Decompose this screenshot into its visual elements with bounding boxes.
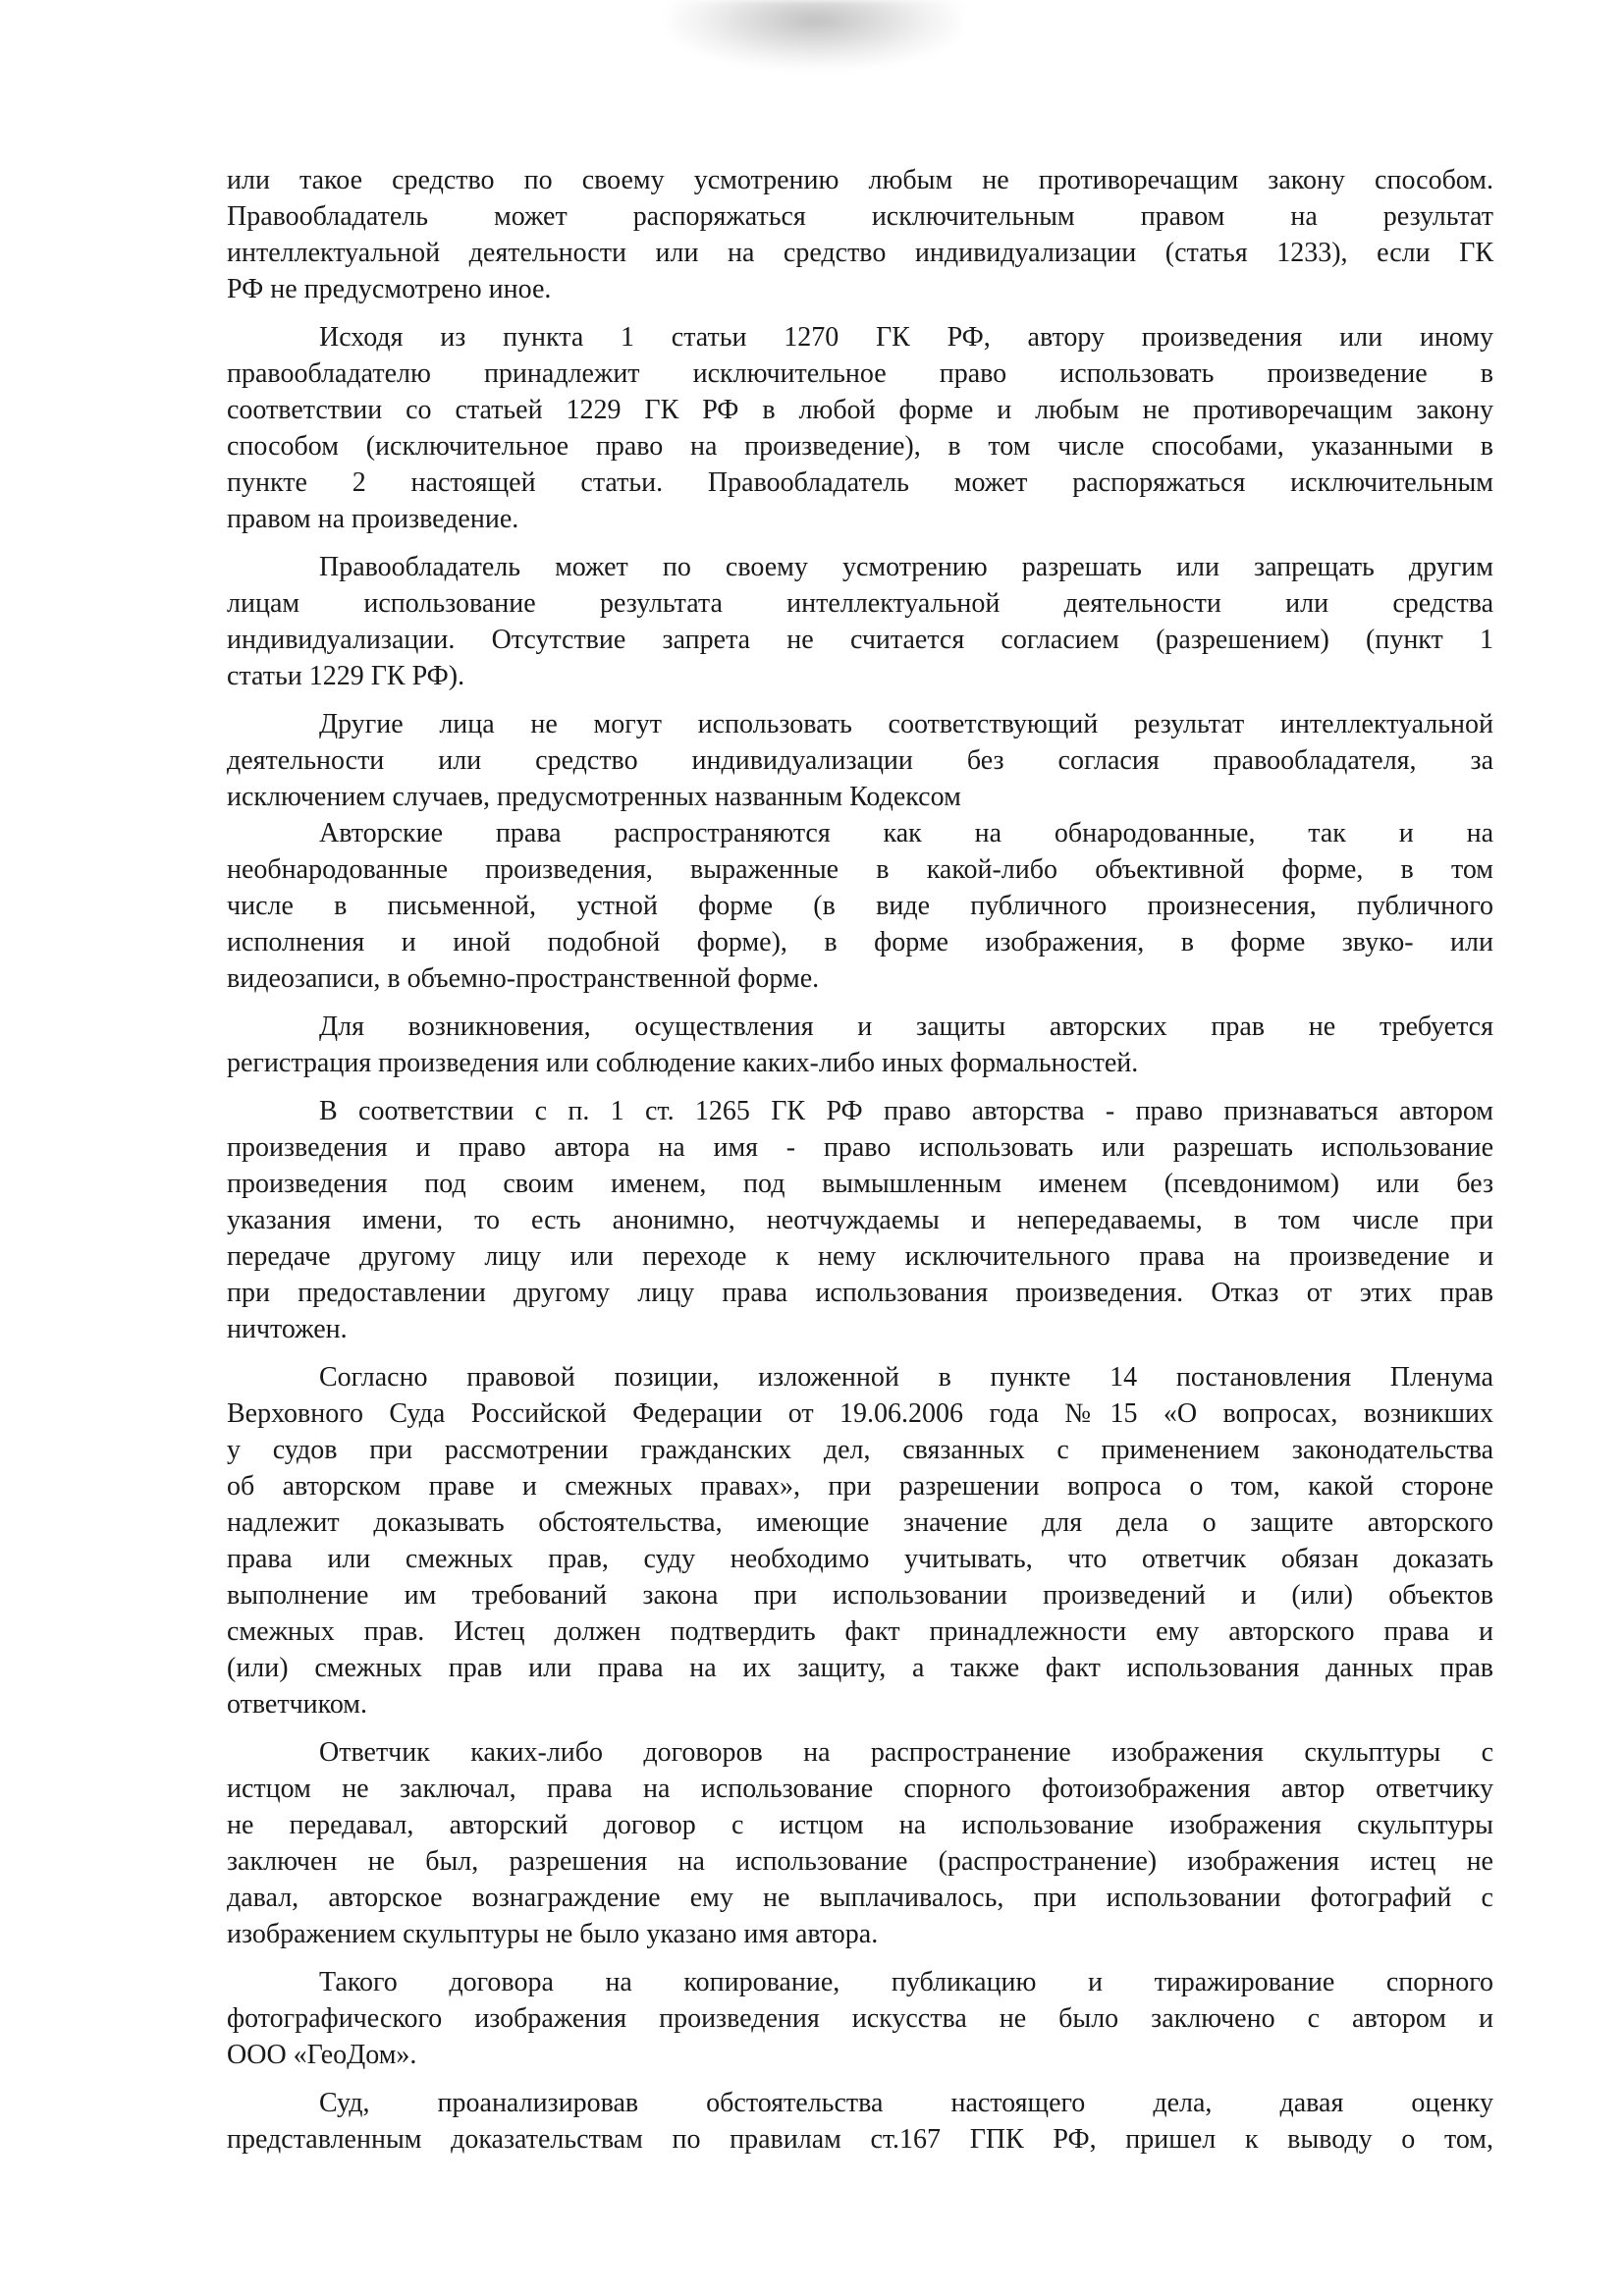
text-line: лицам использование результата интеллектуальной деятельности или средства — [227, 588, 1493, 619]
text-line: при предоставлении другому лицу права использования произведения. Отказ от этих прав — [227, 1278, 1493, 1308]
paragraph — [227, 706, 1493, 815]
text-line: Суд, проанализировав обстоятельства настоящего дела, давая оценку — [319, 2088, 1493, 2118]
text-line: выполнение им требований закона при использовании произведений и (или) объектов — [227, 1580, 1493, 1611]
text-line: передаче другому лицу или переходе к нему исключительного права на произведение и — [227, 1241, 1493, 1272]
text-line: произведения под своим именем, под вымышленным именем (псевдонимом) или без — [227, 1169, 1493, 1199]
text-line: произведения и право автора на имя - право использовать или разрешать использование — [227, 1132, 1493, 1163]
text-line: смежных прав. Истец должен подтвердить факт принадлежности ему авторского права и — [227, 1616, 1493, 1647]
text-line: интеллектуальной деятельности или на средство индивидуализации (статья 1233), если ГК — [227, 238, 1493, 268]
text-line: истцом не заключал, права на использование спорного фотоизображения автор ответчику — [227, 1774, 1493, 1804]
text-line: видеозаписи, в объемно-пространственной форме. — [227, 963, 820, 994]
text-line: Другие лица не могут использовать соответствующий результат интеллектуальной — [319, 709, 1493, 739]
text-line: (или) смежных прав или права на их защиту, а также факт использования данных прав — [227, 1653, 1493, 1683]
text-line: Правообладатель может по своему усмотрению разрешать или запрещать другим — [319, 552, 1493, 582]
text-line: Для возникновения, осуществления и защиты авторских прав не требуется — [319, 1011, 1493, 1042]
text-line: индивидуализации. Отсутствие запрета не считается согласием (разрешением) (пункт 1 — [227, 625, 1493, 655]
paragraph — [227, 815, 1493, 997]
text-line: у судов при рассмотрении гражданских дел, связанных с применением законодательства — [227, 1435, 1493, 1465]
text-line: ответчиком. — [227, 1689, 368, 1720]
text-line: не передавал, авторский договор с истцом на использование изображения скульптуры — [227, 1810, 1493, 1840]
text-line: Такого договора на копирование, публикацию и тиражирование спорного — [319, 1967, 1493, 1997]
text-line: Исходя из пункта 1 статьи 1270 ГК РФ, автору произведения или иному — [319, 322, 1493, 353]
paragraph — [227, 319, 1493, 537]
text-line: исключением случаев, предусмотренных названным Кодексом — [227, 782, 961, 812]
text-line: пункте 2 настоящей статьи. Правообладатель может распоряжаться исключительным — [227, 467, 1493, 498]
text-line: изображением скульптуры не было указано имя автора. — [227, 1919, 879, 1949]
paragraph — [227, 162, 1493, 307]
text-line: давал, авторское вознаграждение ему не выплачивалось, при использовании фотографий с — [227, 1883, 1493, 1913]
text-line: Согласно правовой позиции, изложенной в пункте 14 постановления Пленума — [319, 1362, 1493, 1393]
paragraph — [227, 1734, 1493, 1952]
text-line: правообладателю принадлежит исключительное право использовать произведение в — [227, 358, 1493, 389]
text-line: фотографического изображения произведения искусства не было заключено с автором и — [227, 2003, 1493, 2034]
paragraph — [227, 1964, 1493, 2073]
text-line: указания имени, то есть анонимно, неотчуждаемы и непередаваемы, в том числе при — [227, 1205, 1493, 1235]
text-line: заключен не был, разрешения на использование (распространение) изображения истец не — [227, 1846, 1493, 1877]
text-line: Авторские права распространяются как на обнародованные, так и на — [319, 818, 1493, 848]
text-line: В соответствии с п. 1 ст. 1265 ГК РФ право авторства - право признаваться автором — [319, 1096, 1493, 1126]
text-line: или такое средство по своему усмотрению любым не противоречащим закону способом. — [227, 165, 1493, 195]
paragraph — [227, 1093, 1493, 1347]
text-line: Верховного Суда Российской Федерации от 19.06.2006 года №15 «О вопросах, возникших — [227, 1398, 1493, 1429]
text-line: правом на произведение. — [227, 504, 519, 534]
text-line: Правообладатель может распоряжаться исключительным правом на результат — [227, 201, 1493, 232]
paragraph — [227, 2085, 1493, 2158]
text-line: надлежит доказывать обстоятельства, имеющие значение для дела о защите авторского — [227, 1507, 1493, 1538]
text-line: ООО «ГеоДом». — [227, 2040, 417, 2070]
text-line: Ответчик каких-либо договоров на распространение изображения скульптуры с — [319, 1737, 1493, 1768]
paragraph — [227, 1009, 1493, 1081]
text-line: РФ не предусмотрено иное. — [227, 274, 552, 304]
text-line: регистрация произведения или соблюдение каких-либо иных формальностей. — [227, 1048, 1139, 1078]
text-line: исполнения и иной подобной форме), в форме изображения, в форме звуко- или — [227, 927, 1493, 957]
text-line: об авторском праве и смежных правах», при разрешении вопроса о том, какой стороне — [227, 1471, 1493, 1502]
text-line: права или смежных прав, суду необходимо учитывать, что ответчик обязан доказать — [227, 1544, 1493, 1574]
text-line: необнародованные произведения, выраженные в какой-либо объективной форме, в том — [227, 854, 1493, 885]
paragraph — [227, 549, 1493, 694]
text-line: ничтожен. — [227, 1314, 348, 1344]
text-line: соответствии со статьей 1229 ГК РФ в любой форме и любым не противоречащим закону — [227, 395, 1493, 425]
paragraph — [227, 1359, 1493, 1722]
text-line: способом (исключительное право на произведение), в том числе способами, указанными в — [227, 431, 1493, 462]
text-line: представленным доказательствам по правилам ст.167 ГПК РФ, пришел к выводу о том, — [227, 2124, 1493, 2155]
text-line: числе в письменной, устной форме (в виде публичного произнесения, публичного — [227, 891, 1493, 921]
scan-artifact — [668, 0, 962, 69]
text-line: статьи 1229 ГК РФ). — [227, 661, 465, 691]
document-body — [227, 162, 1493, 2169]
text-line: деятельности или средство индивидуализации без согласия правообладателя, за — [227, 745, 1493, 776]
